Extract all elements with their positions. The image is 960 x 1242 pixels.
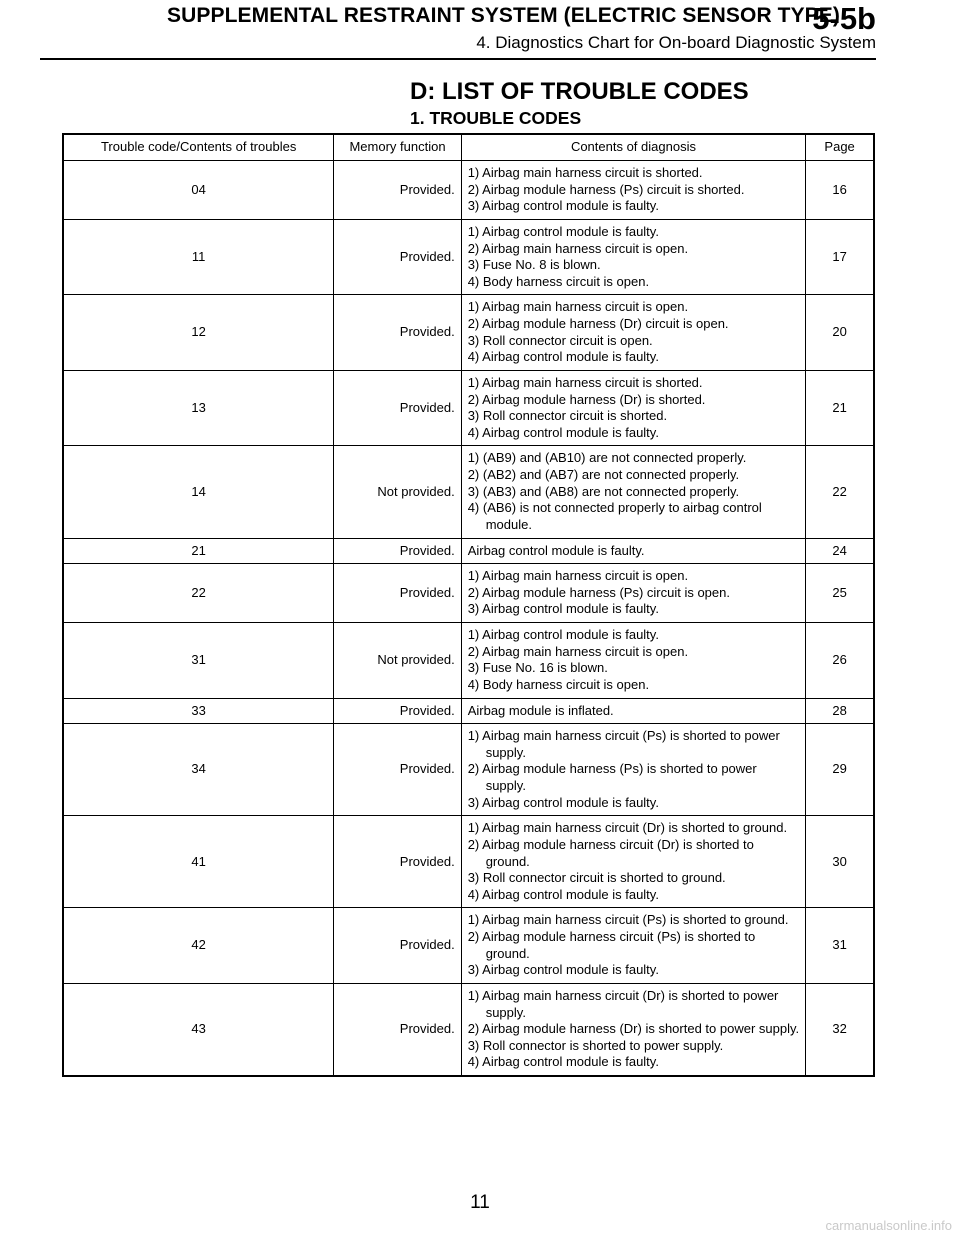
memory-function-cell: Provided. — [334, 983, 461, 1076]
diagnosis-item: 3) Airbag control module is faulty. — [467, 601, 659, 617]
column-header-diagnosis: Contents of diagnosis — [461, 134, 806, 161]
memory-function-cell: Provided. — [334, 564, 461, 623]
trouble-code-cell: 12 — [63, 295, 334, 371]
diagnosis-cell — [461, 908, 806, 984]
page-ref-cell: 30 — [806, 816, 874, 908]
diagnosis-cell — [461, 161, 806, 220]
page-ref-cell: 25 — [806, 564, 874, 623]
diagnosis-item: 1) Airbag main harness circuit (Dr) is shorted to power supply. — [467, 987, 779, 1020]
diagnosis-item: 2) Airbag main harness circuit is open. — [467, 643, 689, 659]
diagnosis-item: 2) Airbag module harness (Ps) is shorted to power supply. — [467, 761, 757, 793]
page-ref-cell: 31 — [806, 908, 874, 984]
diagnosis-item: 2) Airbag module harness (Dr) is shorted to power supply. — [467, 1021, 800, 1037]
table-row — [63, 219, 874, 295]
diagnosis-item: 4) Airbag control module is faulty. — [467, 886, 659, 902]
diagnosis-item: 1) Airbag main harness circuit is open. — [467, 299, 689, 315]
memory-function-cell: Provided. — [334, 370, 461, 446]
table-row — [63, 698, 874, 724]
memory-function-cell: Provided. — [334, 219, 461, 295]
page-ref-cell: 16 — [806, 161, 874, 220]
section-title: SUPPLEMENTAL RESTRAINT SYSTEM (ELECTRIC SENSOR TYPE) — [167, 4, 840, 27]
trouble-code-cell: 21 — [63, 538, 334, 564]
page-ref-cell: 32 — [806, 983, 874, 1076]
page-ref-cell: 28 — [806, 698, 874, 724]
page-ref-cell: 24 — [806, 538, 874, 564]
diagnosis-cell — [461, 370, 806, 446]
diagnosis-cell — [461, 446, 806, 538]
diagnosis-item: 3) Airbag control module is faulty. — [467, 794, 659, 810]
page-ref-cell: 17 — [806, 219, 874, 295]
page-number: 11 — [470, 1192, 490, 1213]
table-row — [63, 724, 874, 816]
diagnosis-item: 1) Airbag main harness circuit (Dr) is shorted to ground. — [467, 820, 788, 836]
diagnosis-cell — [461, 219, 806, 295]
diagnosis-item: 2) Airbag module harness circuit (Ps) is shorted to ground. — [467, 929, 756, 961]
diagnosis-item: 3) Airbag control module is faulty. — [467, 962, 659, 978]
diagnosis-item: 3) Fuse No. 16 is blown. — [467, 660, 608, 676]
column-header-memory: Memory function — [334, 134, 461, 161]
trouble-code-cell: 04 — [63, 161, 334, 220]
diagnosis-item: 3) Roll connector circuit is shorted. — [467, 408, 668, 424]
diagnosis-item: 1) (AB9) and (AB10) are not connected properly. — [467, 450, 747, 466]
diagnosis-item: 2) Airbag main harness circuit is open. — [467, 240, 689, 256]
trouble-code-cell: 13 — [63, 370, 334, 446]
table-row — [63, 623, 874, 699]
trouble-code-cell: 42 — [63, 908, 334, 984]
diagnosis-item: 2) Airbag module harness (Dr) circuit is open. — [467, 316, 729, 331]
diagnosis-item: 3) (AB3) and (AB8) are not connected properly. — [467, 483, 740, 499]
trouble-code-cell: 33 — [63, 698, 334, 724]
diagnosis-item: 4) Airbag control module is faulty. — [467, 424, 659, 440]
table-row — [63, 538, 874, 564]
trouble-codes-table — [62, 133, 875, 1077]
trouble-code-cell: 11 — [63, 219, 334, 295]
watermark: carmanualsonline.info — [825, 1218, 952, 1233]
diagnosis-item: 1) Airbag main harness circuit (Ps) is shorted to power supply. — [467, 728, 780, 760]
diagnosis-cell — [461, 724, 806, 816]
diagnosis-item: 2) Airbag module harness (Ps) circuit is shorted. — [467, 181, 745, 197]
trouble-code-cell: 31 — [63, 623, 334, 699]
memory-function-cell: Provided. — [334, 724, 461, 816]
subsection-title: 4. Diagnostics Chart for On-board Diagnostic System — [476, 33, 876, 52]
page-ref-cell: 21 — [806, 370, 874, 446]
diagnosis-item: 2) Airbag module harness (Ps) circuit is open. — [467, 584, 730, 600]
trouble-code-cell: 14 — [63, 446, 334, 538]
diagnosis-cell — [461, 623, 806, 699]
diagnosis-item: 4) Airbag control module is faulty. — [467, 349, 659, 365]
diagnosis-item: 3) Roll connector circuit is shorted to ground. — [467, 870, 726, 886]
diagnosis-item: 1) Airbag main harness circuit is shorted. — [467, 165, 703, 180]
memory-function-cell: Not provided. — [334, 623, 461, 699]
page-ref-cell: 22 — [806, 446, 874, 538]
table-row — [63, 564, 874, 623]
table-row — [63, 161, 874, 220]
memory-function-cell: Not provided. — [334, 446, 461, 538]
memory-function-cell: Provided. — [334, 538, 461, 564]
memory-function-cell: Provided. — [334, 295, 461, 371]
diagnosis-item: 4) Airbag control module is faulty. — [467, 1054, 659, 1070]
page-header — [0, 0, 960, 62]
column-header-page: Page — [806, 134, 874, 161]
page-ref-cell: 29 — [806, 724, 874, 816]
diagnosis-item: 1) Airbag main harness circuit is open. — [467, 568, 689, 584]
diagnosis-item: 4) Body harness circuit is open. — [467, 273, 650, 289]
diagnosis-item: 3) Roll connector is shorted to power supply. — [467, 1037, 724, 1053]
memory-function-cell: Provided. — [334, 908, 461, 984]
diagnosis-item: 2) Airbag module harness circuit (Dr) is shorted to ground. — [467, 836, 754, 869]
diagnosis-cell — [461, 698, 806, 724]
diagnosis-cell — [461, 983, 806, 1076]
diagnosis-item: 3) Airbag control module is faulty. — [467, 198, 659, 214]
diagnosis-item: Airbag control module is faulty. — [467, 542, 645, 558]
diagnosis-cell — [461, 564, 806, 623]
table-row — [63, 446, 874, 538]
diagnosis-item: 3) Fuse No. 8 is blown. — [467, 257, 601, 273]
diagnosis-cell — [461, 816, 806, 908]
page-ref-cell: 20 — [806, 295, 874, 371]
trouble-code-cell: 41 — [63, 816, 334, 908]
diagnosis-item: 4) Body harness circuit is open. — [467, 676, 650, 692]
table-row — [63, 983, 874, 1076]
trouble-code-cell: 43 — [63, 983, 334, 1076]
diagnosis-item: 1) Airbag main harness circuit (Ps) is shorted to ground. — [467, 912, 789, 928]
diagnosis-item: 2) Airbag module harness (Dr) is shorted. — [467, 391, 706, 407]
diagnosis-cell — [461, 295, 806, 371]
page-ref-cell: 26 — [806, 623, 874, 699]
table-row — [63, 370, 874, 446]
diagnosis-item: 1) Airbag main harness circuit is shorted. — [467, 374, 703, 390]
section-code: 5-5b — [812, 1, 876, 36]
diagnosis-item: 1) Airbag control module is faulty. — [467, 223, 659, 239]
table-row — [63, 908, 874, 984]
table-title: 1. TROUBLE CODES — [410, 108, 582, 128]
header-rule — [40, 58, 876, 60]
trouble-code-cell: 22 — [63, 564, 334, 623]
memory-function-cell: Provided. — [334, 698, 461, 724]
diagnosis-cell — [461, 538, 806, 564]
diagnosis-item: Airbag module is inflated. — [467, 702, 614, 718]
memory-function-cell: Provided. — [334, 161, 461, 220]
column-header-trouble-code: Trouble code/Contents of troubles — [63, 134, 334, 161]
diagnosis-item: 1) Airbag control module is faulty. — [467, 627, 659, 642]
trouble-code-cell: 34 — [63, 724, 334, 816]
table-row — [63, 816, 874, 908]
diagnosis-item: 4) (AB6) is not connected properly to airbag control module. — [467, 500, 762, 532]
table-row — [63, 295, 874, 371]
diagnosis-item: 3) Roll connector circuit is open. — [467, 332, 653, 348]
diagnosis-item: 2) (AB2) and (AB7) are not connected properly. — [467, 467, 740, 482]
page-title: D: LIST OF TROUBLE CODES — [410, 78, 749, 105]
table-header-row — [63, 134, 874, 161]
memory-function-cell: Provided. — [334, 816, 461, 908]
